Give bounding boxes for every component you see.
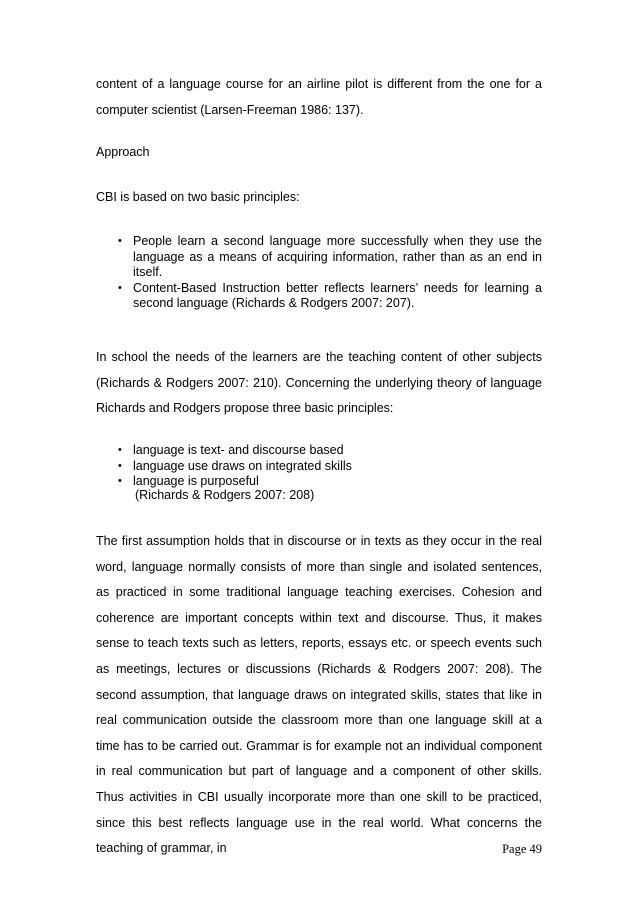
list-item	[96, 443, 542, 459]
list-item-text: language is purposeful	[133, 474, 259, 489]
assumptions-paragraph: The first assumption holds that in discourse or in texts as they occur in the real word, language normally consists of more than single and isolated sentences, as practiced in some traditional language teaching exercises. Cohesion and coherence are important concepts within text and discourse. Thus, it makes sense to teach texts such as letters, reports, essays etc. or speech events such as meetings, lectures or discussions (Richards & Rodgers 2007: 208). The second assumption, that language draws on integrated skills, states that like in real communication outside the classroom more than one language skill at a time has to be carried out. Grammar is for example not an individual component in real communication but part of language and a component of other skills. Thus activities in CBI usually incorporate more than one skill to be practiced, since this best reflects language use in the real world. What concerns the teaching of grammar, in	[96, 534, 542, 856]
intro-paragraph: content of a language course for an airline pilot is different from the one for a computer scientist (Larsen-Freeman 1986: 137).	[96, 77, 542, 117]
list-citation: (Richards & Rodgers 2007: 208)	[135, 488, 315, 502]
bullet-icon: •	[118, 475, 122, 488]
list-item	[96, 459, 542, 475]
bullet-icon: •	[118, 444, 122, 456]
bullet-icon: •	[118, 281, 122, 294]
principles-intro: CBI is based on two basic principles:	[96, 190, 300, 204]
list-item	[96, 234, 542, 281]
principles-list	[96, 234, 542, 312]
bullet-icon: •	[118, 459, 122, 472]
list-item-text: language is text- and discourse based	[133, 443, 344, 457]
list-item-text: Content-Based Instruction better reflects learners’ needs for learning a second language (Richards & Rodgers 2007: 207).	[133, 280, 542, 311]
list-item-text: language use draws on integrated skills	[133, 458, 352, 473]
list-item-text: People learn a second language more successfully when they use the language as a means of acquiring information, rather than as an end in itself.	[133, 234, 542, 280]
bullet-icon: •	[118, 235, 122, 247]
page-number: Page 49	[502, 842, 542, 856]
list-item	[96, 281, 542, 312]
section-heading-approach: Approach	[96, 145, 150, 159]
language-principles-list	[96, 443, 542, 490]
school-paragraph: In school the needs of the learners are the teaching content of other subjects (Richards & Rodgers 2007: 210). Concerning the underlying theory of language Richards and Rodgers propose three basic principles:	[96, 350, 542, 416]
